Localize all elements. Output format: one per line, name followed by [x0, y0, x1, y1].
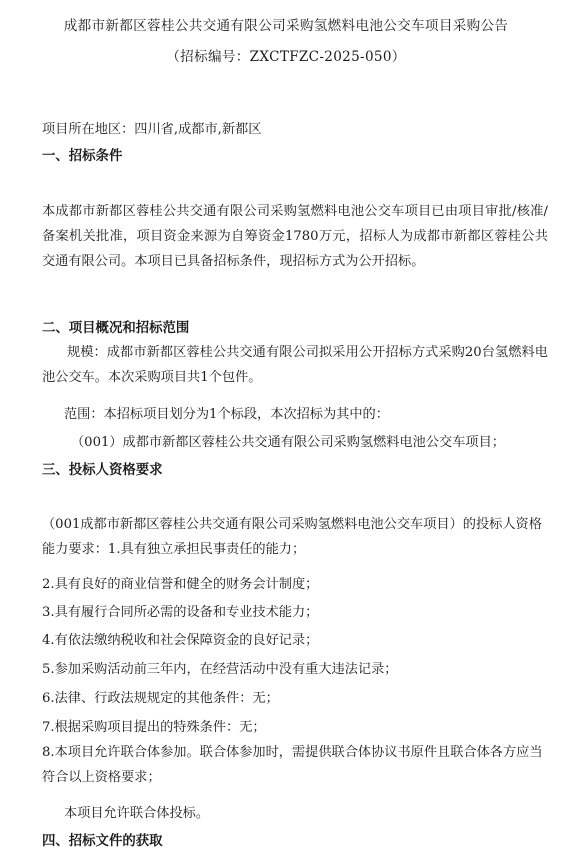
section-3-intro: （001成都市新都区蓉桂公共交通有限公司采购氢燃料电池公交车项目）的投标人资格能力要求：1.具有独立承担民事责任的能力；	[42, 517, 542, 557]
tender-number: （招标编号：ZXCTFZC-2025-050）	[166, 49, 406, 65]
requirement-5: 5.参加采购活动前三年内，在经营活动中没有重大违法记录；	[42, 662, 398, 677]
section-4-heading: 四、招标文件的获取	[42, 834, 163, 849]
section-2-lot: （001）成都市新都区蓉桂公共交通有限公司采购氢燃料电池公交车项目；	[71, 435, 505, 450]
section-2-scale: 规模：成都市新都区蓉桂公共交通有限公司拟采用公开招标方式采购20台氢燃料电池公交车。本次采购项目共1个包件。	[42, 345, 548, 385]
section-2-heading: 二、项目概况和招标范围	[42, 321, 190, 336]
project-region: 项目所在地区：四川省,成都市,新都区	[42, 122, 262, 137]
requirement-3: 3.具有履行合同所必需的设备和专业技术能力；	[42, 605, 319, 620]
document-title: 成都市新都区蓉桂公共交通有限公司采购氢燃料电池公交车项目采购公告	[63, 18, 509, 34]
requirement-8: 8.本项目允许联合体参加。联合体参加时，需提供联合体协议书原件且联合体各方应当符合以上资格要求；	[42, 745, 543, 785]
requirement-6: 6.法律、行政法规规定的其他条件：无；	[42, 691, 279, 706]
consortium-note: 本项目允许联合体投标。	[64, 806, 210, 821]
section-3-heading: 三、投标人资格要求	[42, 463, 163, 478]
requirement-7: 7.根据采购项目提出的特殊条件：无；	[42, 720, 266, 735]
requirement-4: 4.有依法缴纳税收和社会保障资金的良好记录；	[42, 633, 319, 648]
requirement-2: 2.具有良好的商业信誉和健全的财务会计制度；	[42, 577, 319, 592]
section-1-heading: 一、招标条件	[42, 149, 123, 164]
section-1-text: 本成都市新都区蓉桂公共交通有限公司采购氢燃料电池公交车项目已由项目审批/核准/备案机关批准，项目资金来源为自筹资金1780万元，招标人为成都市新都区蓉桂公共交通有限公司。本项目已具备招标条件，现招标方式为公开招标。	[42, 204, 548, 269]
section-2-scope: 范围：本招标项目划分为1个标段，本次招标为其中的：	[64, 407, 389, 422]
